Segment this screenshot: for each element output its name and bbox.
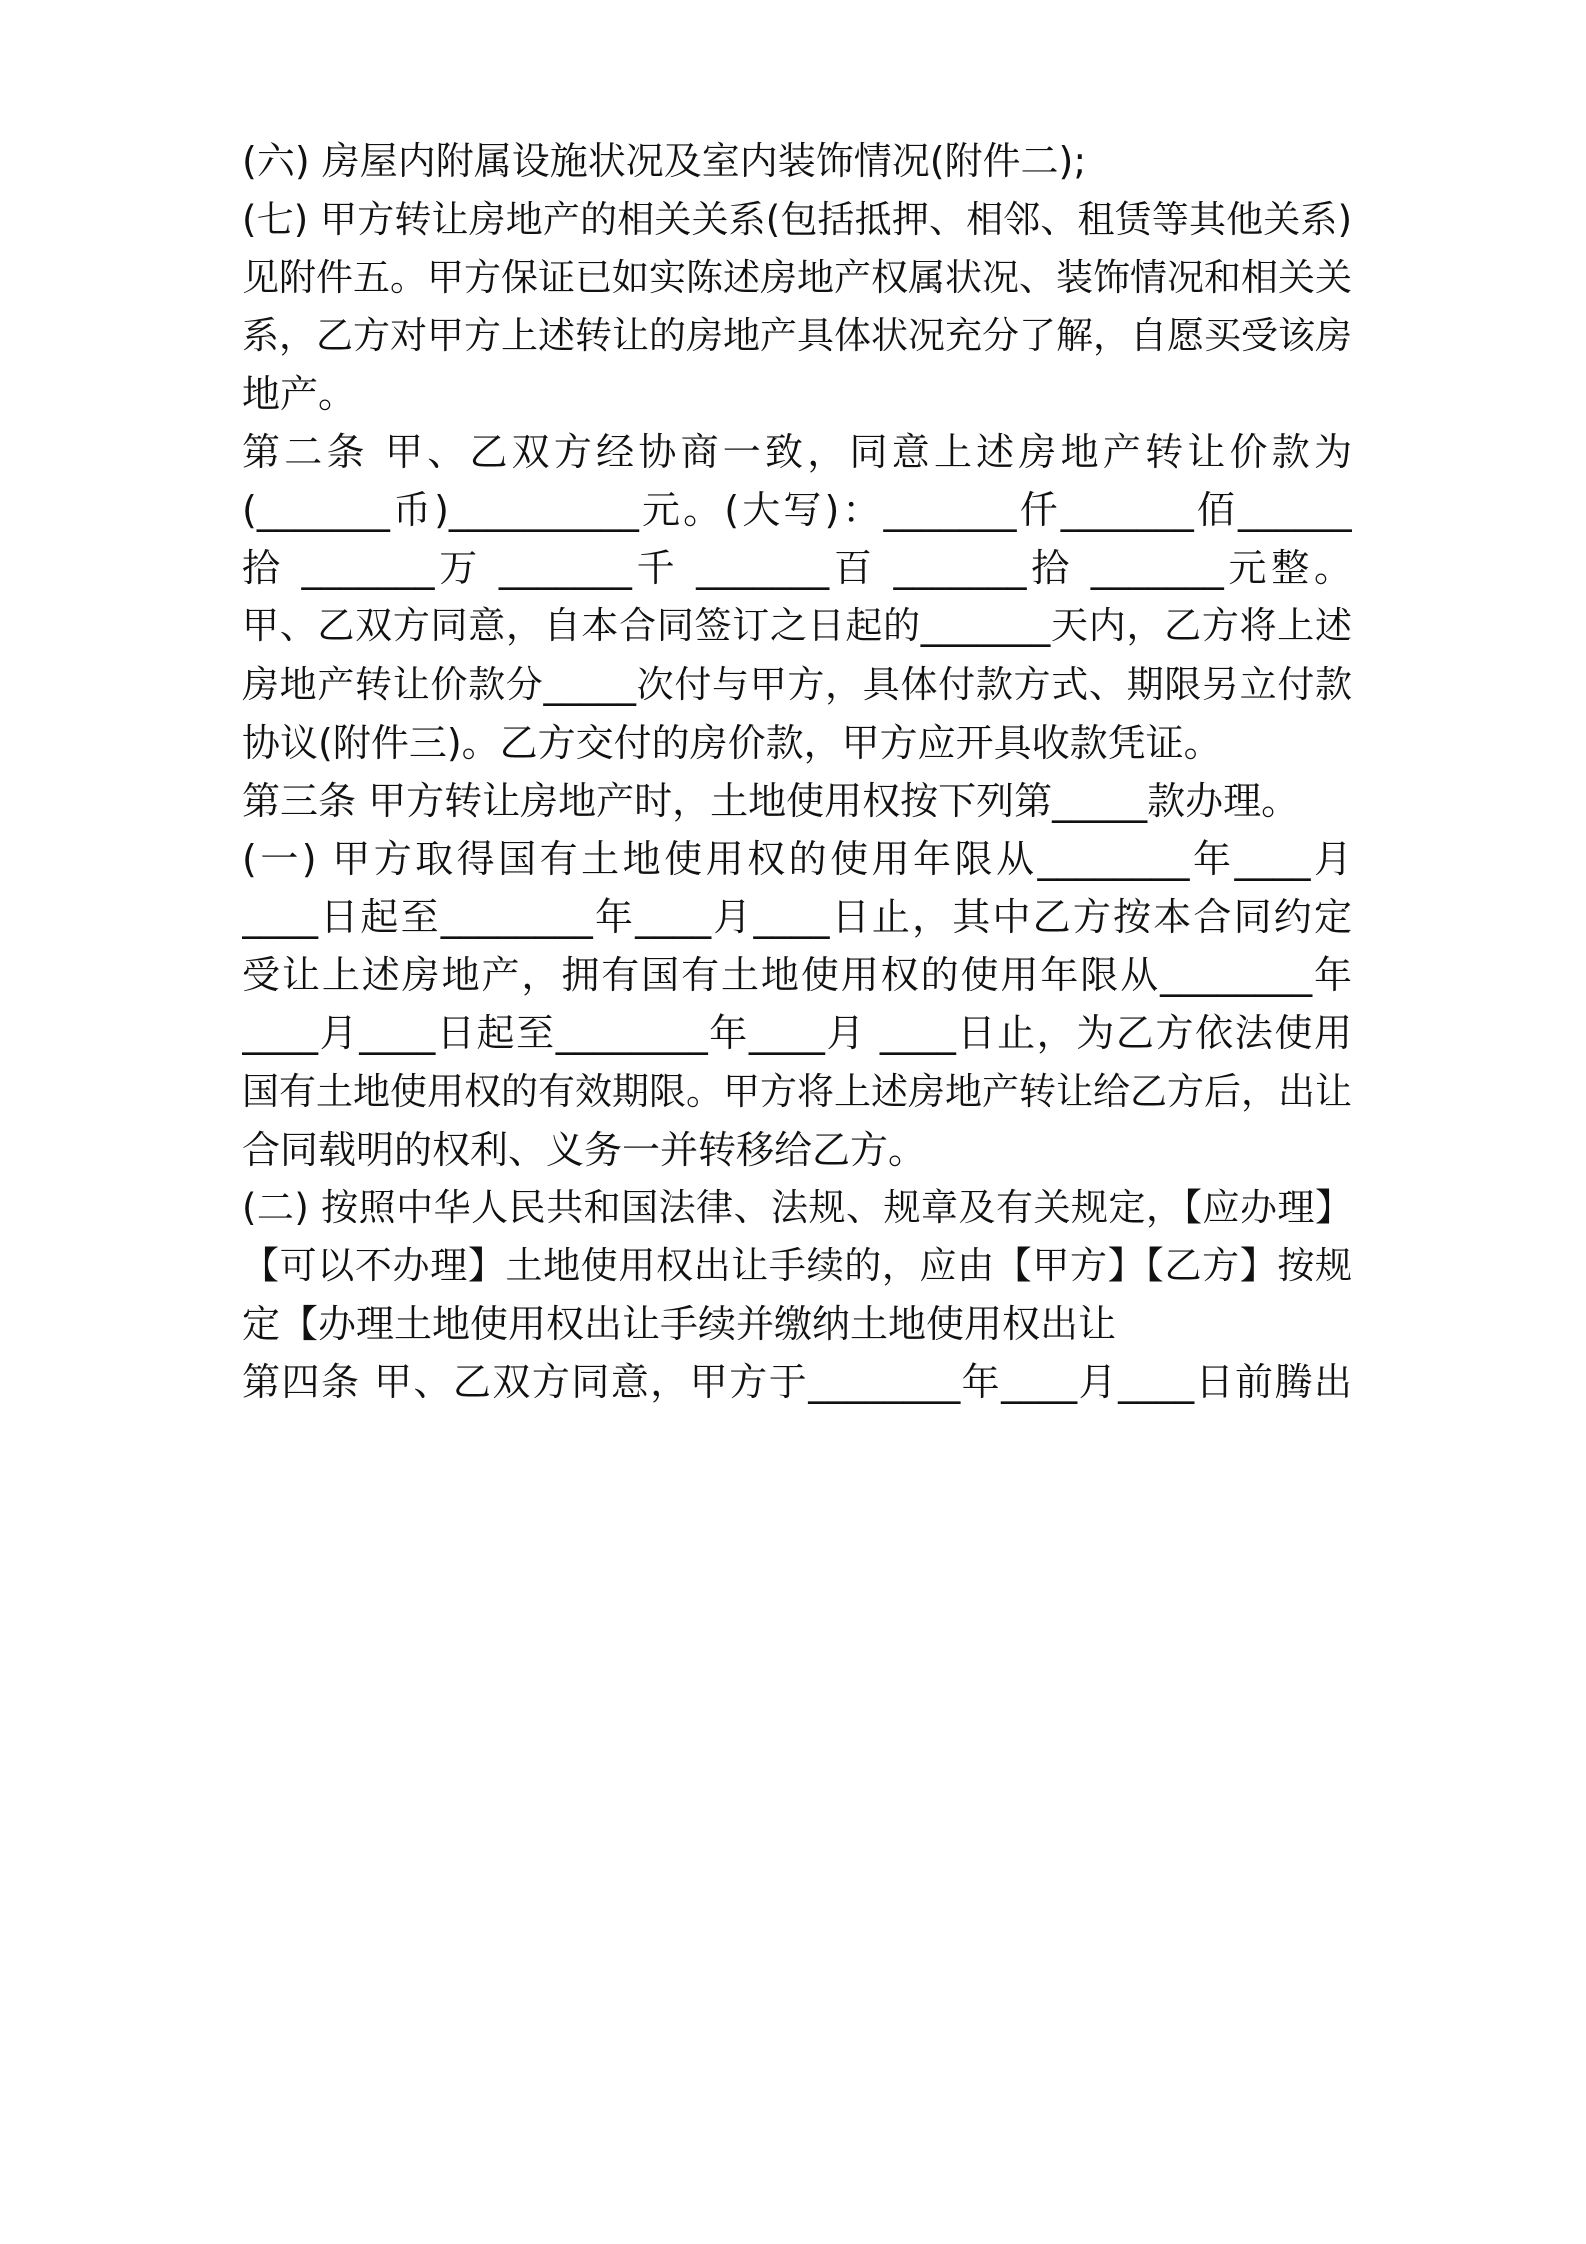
- text-line: ____日起至________年____月____日止，其中乙方按本合同约定: [242, 895, 1352, 939]
- text-line: 系，乙方对甲方上述转让的房地产具体状况充分了解，自愿买受该房: [242, 314, 1352, 357]
- text-line: ____月____日起至________年____月 ____日止，为乙方依法使用: [242, 1011, 1352, 1055]
- text-line: 甲、乙双方同意，自本合同签订之日起的_______天内，乙方将上述: [242, 604, 1352, 647]
- text-line: 第三条 甲方转让房地产时，土地使用权按下列第_____款办理。: [242, 779, 1300, 823]
- text-line: 见附件五。甲方保证已如实陈述房地产权属状况、装饰情况和相关关: [242, 256, 1352, 299]
- text-line: 定【办理土地使用权出让手续并缴纳土地使用权出让: [242, 1302, 1117, 1346]
- text-line: (二) 按照中华人民共和国法律、法规、规章及有关规定，【应办理】: [242, 1186, 1352, 1229]
- text-line: 地产。: [242, 372, 357, 416]
- text-line: (六) 房屋内附属设施状况及室内装饰情况(附件二);: [242, 139, 1087, 183]
- text-line: 房地产转让价款分_____次付与甲方，具体付款方式、期限另立付款: [242, 663, 1352, 706]
- text-line: 【可以不办理】土地使用权出让手续的，应由【甲方】【乙方】按规: [242, 1244, 1352, 1287]
- text-line: 受让上述房地产，拥有国有土地使用权的使用年限从________年: [242, 953, 1352, 997]
- text-line: 国有土地使用权的有效期限。甲方将上述房地产转让给乙方后，出让: [242, 1070, 1352, 1113]
- text-line: (_______币)__________元。(大写)：_______仟_______佰______: [242, 488, 1352, 532]
- text-line: 合同载明的权利、义务一并转移给乙方。: [242, 1128, 927, 1172]
- text-line: 第二条 甲、乙双方经协商一致，同意上述房地产转让价款为: [242, 430, 1352, 474]
- text-line: 第四条 甲、乙双方同意，甲方于________年____月____日前腾出: [242, 1360, 1352, 1404]
- text-line: (七) 甲方转让房地产的相关关系(包括抵押、相邻、租赁等其他关系): [242, 198, 1352, 241]
- text-line: 协议(附件三)。乙方交付的房价款，甲方应开具收款凭证。: [242, 721, 1222, 765]
- text-line: (一) 甲方取得国有土地使用权的使用年限从________年____月: [242, 837, 1352, 881]
- text-line: 拾 _______万 _______千 _______百 _______拾 _______元整。: [242, 546, 1352, 590]
